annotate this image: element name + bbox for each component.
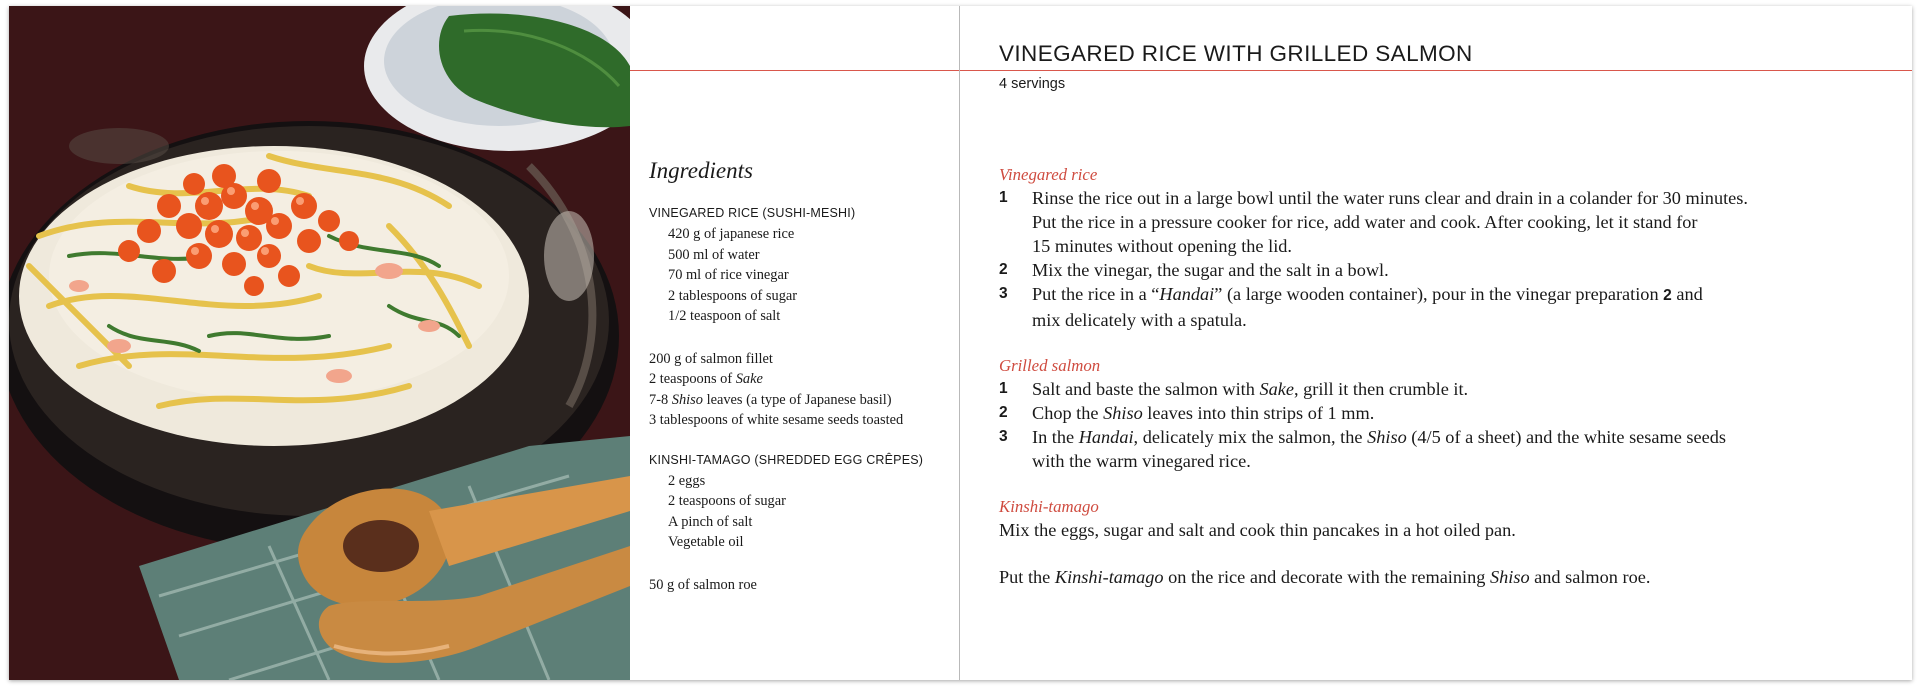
section-title: Kinshi-tamago bbox=[999, 497, 1099, 516]
step-number: 3 bbox=[999, 285, 1008, 302]
ingredients-title: Ingredients bbox=[649, 158, 753, 183]
step-text: Salt and baste the salmon with bbox=[1032, 379, 1260, 399]
step-reference: 2 bbox=[1663, 287, 1672, 304]
kinshi-tamago-instruction: Mix the eggs, sugar and salt and cook thin pancakes in a hot oiled pan. bbox=[999, 520, 1516, 540]
section-title: Grilled salmon bbox=[999, 356, 1101, 375]
ingredient-item: 2 eggs bbox=[668, 472, 706, 489]
ingredient-item: 500 ml of water bbox=[668, 246, 760, 263]
ingredient-group-vinegared-rice bbox=[649, 206, 969, 327]
ingredient-group-heading: KINSHI-TAMAGO (SHREDDED EGG CRÊPES) bbox=[649, 452, 924, 467]
ingredient-italic: Shiso bbox=[671, 391, 703, 408]
ingredient-text: 7-8 bbox=[649, 391, 672, 408]
step-text: and bbox=[1671, 284, 1703, 304]
step-text-line: mix delicately with a spatula. bbox=[1032, 310, 1247, 330]
ingredient-item: A pinch of salt bbox=[668, 513, 753, 530]
step-text: Chop the bbox=[1032, 403, 1104, 423]
step-text: ” (a large wooden container), pour in the vinegar preparation bbox=[1214, 284, 1664, 304]
section-title: Vinegared rice bbox=[999, 165, 1098, 184]
ingredient-group-roe bbox=[649, 575, 969, 596]
step-text-line: Rinse the rice out in a large bowl until the water runs clear and drain in a colander for 30 minutes. bbox=[1032, 188, 1748, 208]
section-kinshi-tamago bbox=[999, 495, 1879, 589]
step-italic: Shiso bbox=[1367, 427, 1407, 447]
recipe-title: VINEGARED RICE WITH GRILLED SALMON bbox=[999, 41, 1473, 66]
step-text: (4/5 of a sheet) and the white sesame seeds bbox=[1406, 427, 1727, 447]
ingredient-item bbox=[649, 390, 969, 411]
step-italic: Handai bbox=[1078, 427, 1134, 447]
step-text: Put the rice in a “ bbox=[1032, 284, 1160, 304]
step-item bbox=[999, 258, 1879, 282]
ingredient-item: Vegetable oil bbox=[668, 534, 744, 550]
ingredient-item: 50 g of salmon roe bbox=[649, 576, 757, 593]
ingredient-italic: Sake bbox=[735, 371, 763, 387]
section-vinegared-rice bbox=[999, 163, 1879, 332]
step-italic: Handai bbox=[1159, 284, 1215, 304]
step-italic: Shiso bbox=[1103, 403, 1143, 423]
step-number: 2 bbox=[999, 261, 1008, 278]
step-italic: Kinshi-tamago bbox=[1054, 567, 1164, 587]
cookbook-spread bbox=[9, 6, 1912, 680]
ingredient-item: 2 tablespoons of sugar bbox=[668, 287, 798, 304]
ingredient-text: 2 teaspoons of bbox=[649, 371, 736, 387]
ingredient-group-heading: VINEGARED RICE (SUSHI-MESHI) bbox=[649, 206, 856, 220]
step-text-line: with the warm vinegared rice. bbox=[1032, 451, 1251, 471]
chirashi-bowl-illustration bbox=[9, 6, 630, 680]
ingredient-item: 70 ml of rice vinegar bbox=[668, 267, 789, 283]
step-text-line: 15 minutes without opening the lid. bbox=[1032, 236, 1292, 256]
step-text: and salmon roe. bbox=[1529, 567, 1651, 587]
step-italic: Shiso bbox=[1489, 567, 1530, 587]
step-text: leaves into thin strips of 1 mm. bbox=[1142, 403, 1375, 423]
step-number: 2 bbox=[999, 404, 1008, 421]
step-italic: Sake bbox=[1259, 379, 1294, 399]
step-number: 1 bbox=[999, 380, 1008, 397]
ingredient-item: 2 teaspoons of sugar bbox=[668, 493, 786, 509]
ingredient-text: 200 g of salmon fillet bbox=[649, 350, 773, 367]
ingredient-item bbox=[649, 349, 969, 370]
step-item bbox=[999, 377, 1879, 401]
ingredient-item bbox=[649, 410, 969, 431]
ingredients-column bbox=[649, 158, 969, 617]
step-item bbox=[999, 425, 1879, 473]
ingredient-item bbox=[649, 369, 969, 390]
step-text: In the bbox=[1032, 427, 1079, 447]
section-grilled-salmon bbox=[999, 354, 1879, 473]
step-item bbox=[999, 282, 1879, 332]
step-number: 1 bbox=[999, 189, 1008, 206]
ingredient-text: leaves (a type of Japanese basil) bbox=[702, 391, 892, 408]
final-instruction bbox=[999, 565, 1879, 589]
dish-photo bbox=[9, 6, 630, 680]
step-item bbox=[999, 401, 1879, 425]
ingredient-group-kinshi-tamago bbox=[649, 453, 969, 553]
step-text: , grill it then crumble it. bbox=[1293, 379, 1469, 399]
ingredient-text: 3 tablespoons of white sesame seeds toasted bbox=[649, 412, 904, 428]
step-number: 3 bbox=[999, 428, 1008, 445]
title-rule bbox=[630, 70, 1912, 71]
step-text-line: Mix the vinegar, the sugar and the salt in a bowl. bbox=[1032, 260, 1389, 280]
step-text: on the rice and decorate with the remaining bbox=[1163, 567, 1490, 587]
recipe-steps bbox=[999, 163, 1879, 611]
step-text: Put the bbox=[999, 567, 1055, 587]
ingredient-group-salmon bbox=[649, 349, 969, 431]
ingredient-item: 1/2 teaspoon of salt bbox=[668, 308, 781, 324]
recipe-servings: 4 servings bbox=[999, 76, 1066, 92]
step-item bbox=[999, 186, 1879, 258]
step-text: , delicately mix the salmon, the bbox=[1133, 427, 1368, 447]
ingredient-item: 420 g of japanese rice bbox=[668, 226, 795, 242]
step-text-line: Put the rice in a pressure cooker for rice, add water and cook. After cooking, let it stand for bbox=[1032, 212, 1698, 232]
